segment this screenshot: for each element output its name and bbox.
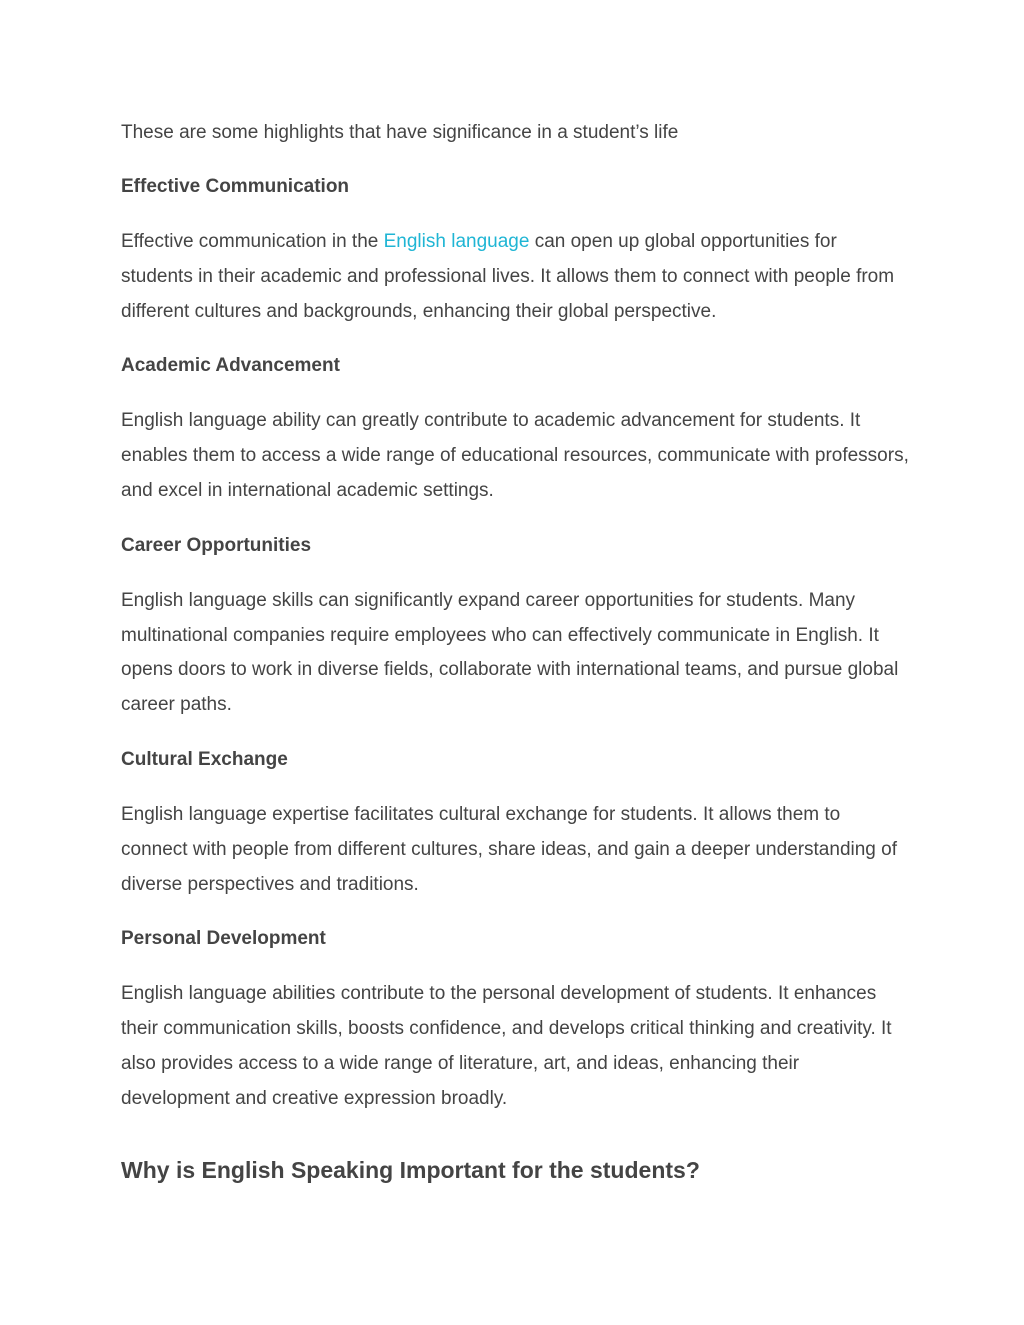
section-body-personal-development: English language abilities contribute to the personal development of students. It enhances their communication skills, boosts confidence, and develops critical thinking and creativity. It also provides access to a wide range of literature, art, and ideas, enhancing their development and creative expression broadly. <box>121 983 892 1109</box>
closing-heading: Why is English Speaking Important for the students? <box>121 1156 700 1183</box>
section-body-career-opportunities: English language skills can significantly expand career opportunities for students. Many multinational companies require employees who can effectively communicate in English. It opens doors to work in diverse fields, collaborate with international teams, and pursue global career paths. <box>121 589 899 716</box>
section-body-academic-advancement: English language ability can greatly contribute to academic advancement for students. It enables them to access a wide range of educational resources, communicate with professors, and excel in international academic settings. <box>121 410 909 501</box>
section-heading-cultural-exchange: Cultural Exchange <box>121 748 288 770</box>
document-body <box>121 116 911 1187</box>
section-heading-personal-development: Personal Development <box>121 928 326 950</box>
body-text-after-link: can open up global opportunities for students in their academic and professional lives. It allows them to connect with people from different cultures and backgrounds, enhancing their global perspective. <box>121 231 895 322</box>
body-text-before-link: Effective communication in the <box>121 231 384 252</box>
intro-text: These are some highlights that have significance in a student’s life <box>121 122 679 143</box>
english-language-link[interactable]: English language <box>383 231 530 252</box>
section-heading-effective-communication: Effective Communication <box>121 176 350 197</box>
section-body-cultural-exchange: English language expertise facilitates cultural exchange for students. It allows them to connect with people from different cultures, share ideas, and gain a deeper understanding of diverse perspectives and traditions. <box>121 803 897 895</box>
section-heading-academic-advancement: Academic Advancement <box>121 355 340 377</box>
section-body-effective-communication <box>121 225 911 329</box>
section-heading-career-opportunities: Career Opportunities <box>121 534 312 556</box>
